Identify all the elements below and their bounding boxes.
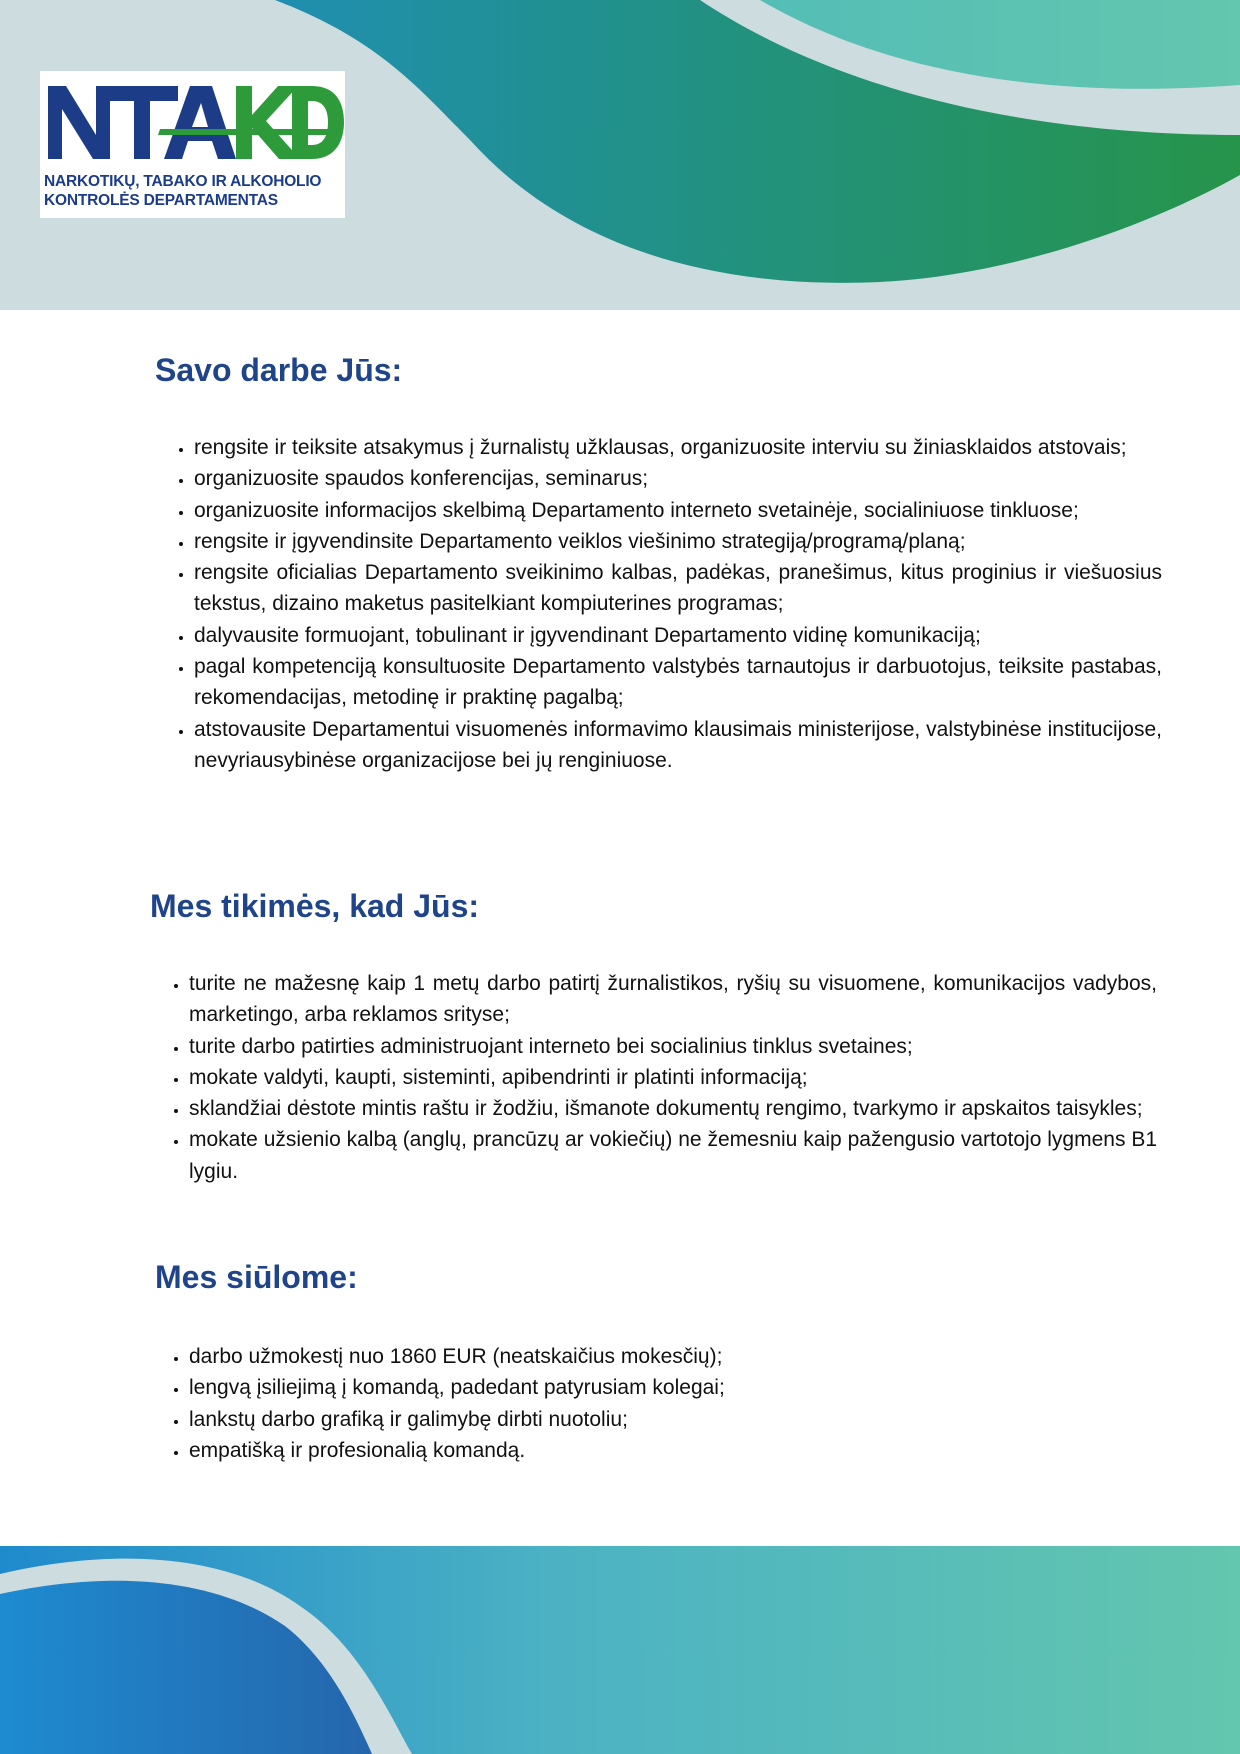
list-item: • rengsite oficialias Departamento sveikinimo kalbas, padėkas, pranešimus, kitus proginius ir viešuosius tekstus, dizaino maketus pasitelkiant kompiuterines programas; <box>194 557 1162 620</box>
duties-list <box>154 432 1162 776</box>
list-item: • organizuosite spaudos konferencijas, seminarus; <box>194 463 1162 494</box>
offer-list <box>149 1341 1157 1466</box>
footer-wave-graphic <box>0 1546 1240 1754</box>
list-item: • rengsite ir teiksite atsakymus į žurnalistų užklausas, organizuosite interviu su žiniasklaidos atstovais; <box>194 432 1162 463</box>
section-title-duties: Savo darbe Jūs: <box>155 352 403 388</box>
list-item: • sklandžiai dėstote mintis raštu ir žodžiu, išmanote dokumentų rengimo, tvarkymo ir apskaitos taisykles; <box>189 1093 1157 1124</box>
list-item: • lengvą įsiliejimą į komandą, padedant patyrusiam kolegai; <box>189 1372 1157 1403</box>
list-item: • mokate užsienio kalbą (anglų, prancūzų ar vokiečių) ne žemesniu kaip pažengusio vartotojo lygmens B1 lygiu. <box>189 1124 1157 1187</box>
list-item: • atstovausite Departamentui visuomenės informavimo klausimais ministerijose, valstybinėse institucijose, nevyriausybinėse organizacijose bei jų renginiuose. <box>194 714 1162 777</box>
section-title-requirements: Mes tikimės, kad Jūs: <box>150 888 480 924</box>
list-item: • mokate valdyti, kaupti, sisteminti, apibendrinti ir platinti informaciją; <box>189 1062 1157 1093</box>
ntakd-logo <box>40 71 345 218</box>
list-item: • rengsite ir įgyvendinsite Departamento veiklos viešinimo strategiją/programą/planą; <box>194 526 1162 557</box>
list-item: • organizuosite informacijos skelbimą Departamento interneto svetainėje, socialiniuose tinkluose; <box>194 495 1162 526</box>
list-item: • empatišką ir profesionalią komandą. <box>189 1435 1157 1466</box>
logo-text-line1: NARKOTIKŲ, TABAKO IR ALKOHOLIO <box>44 173 322 190</box>
logo-text-line2: KONTROLĖS DEPARTAMENTAS <box>44 192 278 209</box>
requirements-list <box>149 968 1157 1187</box>
list-item: • pagal kompetenciją konsultuosite Departamento valstybės tarnautojus ir darbuotojus, teiksite pastabas, rekomendacijas, metodinę ir praktinę pagalbą; <box>194 651 1162 714</box>
list-item: • turite ne mažesnę kaip 1 metų darbo patirtį žurnalistikos, ryšių su visuomene, komunikacijos vadybos, marketingo, arba reklamos srityse; <box>189 968 1157 1031</box>
section-title-offer: Mes siūlome: <box>155 1259 358 1295</box>
list-item: • darbo užmokestį nuo 1860 EUR (neatskaičius mokesčių); <box>189 1341 1157 1372</box>
footer-banner <box>0 1546 1240 1754</box>
list-item: • turite darbo patirties administruojant interneto bei socialinius tinklus svetaines; <box>189 1031 1157 1062</box>
list-item: • dalyvausite formuojant, tobulinant ir įgyvendinant Departamento vidinę komunikaciją; <box>194 620 1162 651</box>
ntakd-logo-mark <box>40 71 345 171</box>
list-item: • lankstų darbo grafiką ir galimybę dirbti nuotoliu; <box>189 1404 1157 1435</box>
